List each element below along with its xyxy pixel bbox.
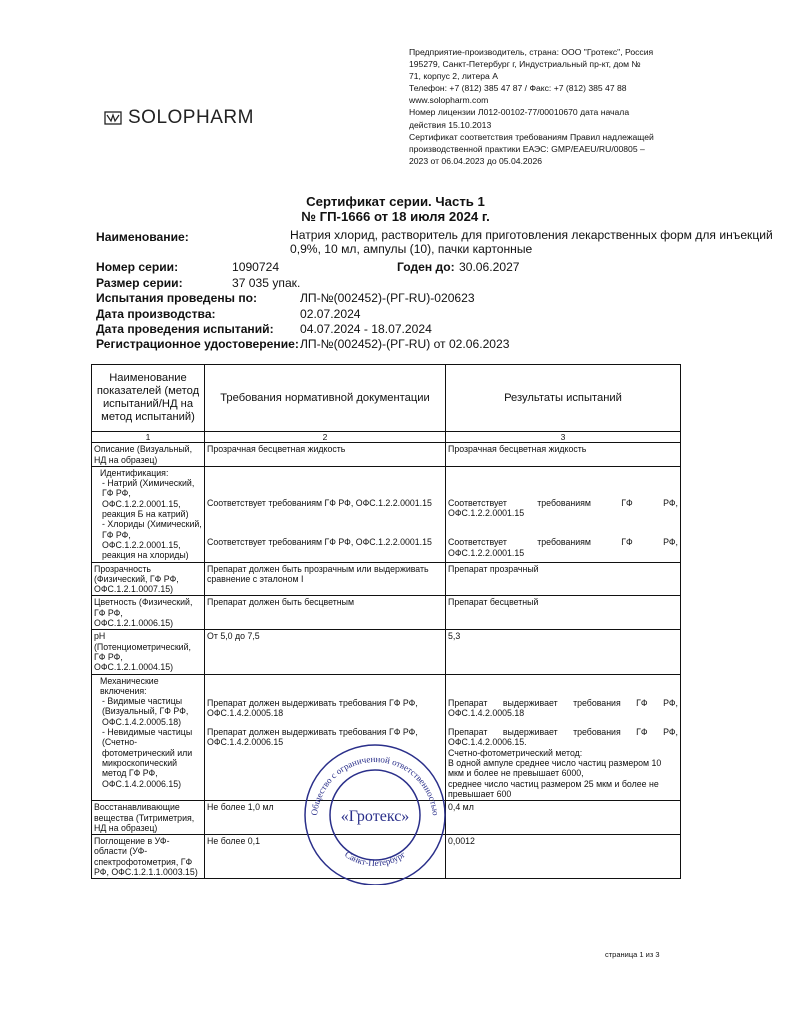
result-sodium-line [448,498,678,508]
stamp-bottom-text: Санкт-Петербург [342,849,408,869]
row-result: 0,4 мл [446,801,681,835]
identification-chlorides: - Хлориды (Химический, ГФ РФ, ОФС.1.2.2.0001.15, реакция на хлориды) [102,519,202,561]
row-indicator: Поглощение в УФ-области (УФ-спектрофотометрия, ГФ РФ, ОФС.1.2.1.1.0003.15) [92,835,205,879]
manufacturer-line: 2023 от 06.04.2023 до 05.04.2026 [409,155,543,166]
result-word: требования [573,697,621,708]
requirement-chlorides: Соответствует требованиям ГФ РФ, ОФС.1.2.2.0001.15 [207,537,432,548]
result-visible-ofs: ОФС.1.4.2.0005.18 [448,707,525,718]
manufacturer-line: Сертификат соответствия требованиям Правил надлежащей [409,131,654,142]
manufacturer-line: Телефон: +7 (812) 385 47 87 / Факс: +7 (812) 385 47 88 [409,83,627,94]
tests-label: Испытания проведены по: [96,291,258,305]
column-number: 3 [446,432,681,443]
solopharm-logo-icon [104,111,122,125]
table-row [92,596,681,630]
manufacturer-line: Номер лицензии Л012-00102-77/00010670 дата начала [409,107,630,118]
row-indicator: Восстанавливающие вещества (Титриметрия, НД на образец) [92,801,205,835]
result-chlorides-ofs: ОФС.1.2.2.0001.15 [448,547,525,558]
result-word: ГФ [621,537,633,548]
header-indicator: Наименование показателей (метод испытаний/НД на метод испытаний) [92,365,205,432]
row-result: Препарат бесцветный [446,596,681,630]
column-number: 1 [92,432,205,443]
row-result [446,466,681,562]
manufacturer-line: 71, корпус 2, литера А [409,71,498,82]
manufacturer-line: www.solopharm.com [409,95,489,106]
stamp-outer-text: Общество с ограниченной ответственностью [309,753,441,817]
title-line-1: Сертификат серии. Часть 1 [306,194,485,209]
row-result: 5,3 [446,630,681,674]
size-value: 37 035 упак. [232,276,301,290]
column-number: 2 [205,432,446,443]
test-date-value: 04.07.2024 - 18.07.2024 [300,322,432,336]
result-word: требованиям [537,537,591,548]
row-requirement: Не более 0,1 [205,835,446,879]
production-date-label: Дата производства: [96,307,216,321]
result-particles-10: В одной ампуле среднее число частиц размером 10 мкм и более не превышает 6000, [448,758,662,779]
row-requirement: Препарат должен быть бесцветным [205,596,446,630]
batch-value: 1090724 [232,260,280,274]
expiry-label: Годен до: [397,260,455,274]
row-requirement [205,466,446,562]
manufacturer-line: 195279, Санкт-Петербург г, Индустриальный пр-кт, дом № [409,59,641,70]
result-method: Счетно-фотометрический метод: [448,747,583,758]
row-indicator [92,466,205,562]
row-result: Прозрачная бесцветная жидкость [446,443,681,467]
table-row [92,443,681,467]
row-indicator: Описание (Визуальный, НД на образец) [92,443,205,467]
row-result: 0,0012 [446,835,681,879]
registration-label: Регистрационное удостоверение: [96,337,299,351]
name-label: Наименование: [96,230,189,244]
registration-value: ЛП-№(002452)-(РГ-RU) от 02.06.2023 [300,337,510,351]
certificate-title [0,194,791,224]
result-word: РФ, [663,697,678,708]
header-requirements: Требования нормативной документации [205,365,446,432]
row-requirement: Препарат должен быть прозрачным или выдерживать сравнение с эталоном I [205,562,446,596]
identification-heading: Идентификация: [100,467,169,478]
result-word: Соответствует [448,497,507,508]
title-line-2: № ГП-1666 от 18 июля 2024 г. [301,209,490,224]
row-indicator: Прозрачность (Физический, ГФ РФ, ОФС.1.2.1.0007.15) [92,562,205,596]
result-sodium-ofs: ОФС.1.2.2.0001.15 [448,508,525,519]
requirement-invisible: Препарат должен выдерживать требования ГФ РФ, ОФС.1.4.2.0006.15 [207,727,418,748]
result-word: выдерживает [502,727,558,738]
test-date-label: Дата проведения испытаний: [96,322,274,336]
identification-sodium: - Натрий (Химический, ГФ РФ, ОФС.1.2.2.0001.15, реакция Б на катрий) [102,478,195,520]
size-label: Размер серии: [96,276,183,290]
result-word: ГФ [636,727,648,738]
result-word: требования [573,727,621,738]
visible-particles: - Видимые частицы (Визуальный, ГФ РФ, ОФС.1.4.2.0005.18) [102,696,189,727]
row-result: Препарат прозрачный [446,562,681,596]
row-requirement: Не более 1,0 мл [205,801,446,835]
header-results: Результаты испытаний [446,365,681,432]
table-header-row [92,365,681,432]
manufacturer-line: действия 15.10.2013 [409,119,492,130]
page-number: страница 1 из 3 [605,950,660,959]
result-word: Препарат [448,727,488,738]
result-word: РФ, [663,537,678,548]
batch-label: Номер серии: [96,260,179,274]
result-chlorides-line [448,537,678,547]
name-value-line-2: 0,9%, 10 мл, ампулы (10), пачки картонные [290,242,533,256]
table-row [92,562,681,596]
result-invisible-ofs: ОФС.1.4.2.0006.15. [448,737,527,748]
result-word: Препарат [448,697,488,708]
name-value-line-1: Натрия хлорид, растворитель для приготовления лекарственных форм для инъекций [290,228,773,242]
result-word: ГФ [636,697,648,708]
company-logo [104,107,254,129]
table-row [92,630,681,674]
result-visible-line [448,698,678,708]
production-date-value: 02.07.2024 [300,307,361,321]
row-indicator [92,674,205,801]
result-word: РФ, [663,727,678,738]
mechanical-heading: Механические включения: [100,675,159,696]
expiry-value: 30.06.2027 [459,260,520,274]
table-number-row [92,432,681,443]
result-invisible-line [448,727,678,737]
result-word: Соответствует [448,537,507,548]
row-requirement: От 5,0 до 7,5 [205,630,446,674]
invisible-particles: - Невидимые частицы (Счетно-фотометрический или микроскопический метод ГФ РФ, ОФС.1.4.2.0006.15) [102,727,193,789]
result-word: выдерживает [502,697,558,708]
row-requirement: Прозрачная бесцветная жидкость [205,443,446,467]
row-indicator: Цветность (Физический, ГФ РФ, ОФС.1.2.1.0006.15) [92,596,205,630]
result-word: ГФ [621,497,633,508]
table-row [92,466,681,562]
manufacturer-line: производственной практики ЕАЭС: GMP/EAEU/RU/00805 – [409,143,645,154]
logo-text: SOLOPHARM [128,107,254,128]
requirement-sodium: Соответствует требованиям ГФ РФ, ОФС.1.2.2.0001.15 [207,497,432,508]
result-word: требованиям [537,497,591,508]
tests-value: ЛП-№(002452)-(РГ-RU)-020623 [300,291,475,305]
requirement-visible: Препарат должен выдерживать требования ГФ РФ, ОФС.1.4.2.0005.18 [207,697,418,718]
manufacturer-info [409,46,689,167]
manufacturer-line: Предприятие-производитель, страна: ООО "Гротекс", Россия [409,47,654,57]
row-result [446,674,681,801]
stamp-center-text: «Гротекс» [340,808,410,825]
row-indicator: pH (Потенциометрический, ГФ РФ, ОФС.1.2.1.0004.15) [92,630,205,674]
result-word: РФ, [663,497,678,508]
company-stamp [300,740,450,885]
result-particles-25: среднее число частиц размером 25 мкм и более не превышает 600 [448,778,659,799]
